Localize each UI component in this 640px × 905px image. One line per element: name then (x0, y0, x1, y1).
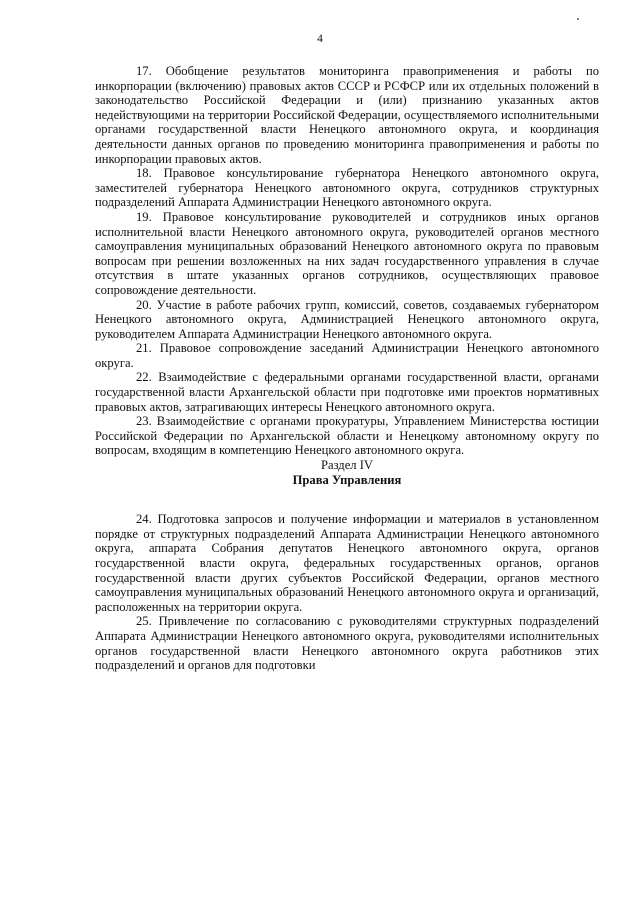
scan-dot (577, 18, 579, 20)
page-number: 4 (317, 33, 323, 45)
paragraph-24: 24. Подготовка запросов и получение информации и материалов в установленном порядке от структурных подразделений Аппарата Администрации Ненецкого автономного округа, аппарата Собрания депутатов Ненецкого автономного округа, органов государственной власти округа, федеральных государственных органов, органов государственной власти других субъектов Российской Федерации, органов местного самоуправления муниципальных образований Ненецкого автономного округа и организаций, расположенных на территории округа. (95, 512, 599, 614)
paragraph-18: 18. Правовое консультирование губернатора Ненецкого автономного округа, заместителей губернатора Ненецкого автономного округа, сотрудников структурных подразделений Аппарата Администрации Ненецкого автономного округа. (95, 166, 599, 210)
paragraph-22: 22. Взаимодействие с федеральными органами государственной власти, органами государственной власти Архангельской области при подготовке ими проектов нормативных правовых актов, затрагивающих интересы Ненецкого автономного округа. (95, 370, 599, 414)
section-label: Раздел IV (320, 458, 374, 473)
paragraph-20: 20. Участие в работе рабочих групп, комиссий, советов, создаваемых губернатором Ненецкого автономного округа, Администрацией Ненецкого автономного округа, руководителем Аппарата Администрации Ненецкого автономного округа. (95, 297, 599, 341)
paragraph-23: 23. Взаимодействие с органами прокуратуры, Управлением Министерства юстиции Российской Федерации по Архангельской области и Ненецкому автономному округу по вопросам, входящим в компетенцию Ненецкого автономного округа. (95, 414, 599, 458)
document-body (95, 64, 599, 673)
section-heading: Права Управления (292, 472, 402, 487)
paragraph-21: 21. Правовое сопровождение заседаний Администрации Ненецкого автономного округа. (95, 341, 599, 370)
paragraph-25: 25. Привлечение по согласованию с руководителями структурных подразделений Аппарата Администрации Ненецкого автономного округа, руководителями исполнительных органов государственной власти Ненецкого автономного округа работников этих подразделений и органов для подготовки (95, 614, 599, 673)
paragraph-19: 19. Правовое консультирование руководителей и сотрудников иных органов исполнительной власти Ненецкого автономного округа, руководителей органов местного самоуправления муниципальных образований Ненецкого автономного округа по правовым вопросам при решении возложенных на них задач государственного управления в случае отсутствия в штате указанных органов сотрудников, осуществляющих правовое сопровождение деятельности. (95, 209, 599, 297)
paragraph-17: 17. Обобщение результатов мониторинга правоприменения и работы по инкорпорации (включению) правовых актов СССР и РСФСР или их отдельных положений в законодательство Российской Федерации и (или) признанию указанных актов недействующими на территории Российской Федерации, осуществляемого исполнительными органами государственной власти Ненецкого автономного округа, и координация деятельности данных органов по проведению мониторинга правоприменения и работы по инкорпорации правовых актов. (95, 64, 599, 166)
